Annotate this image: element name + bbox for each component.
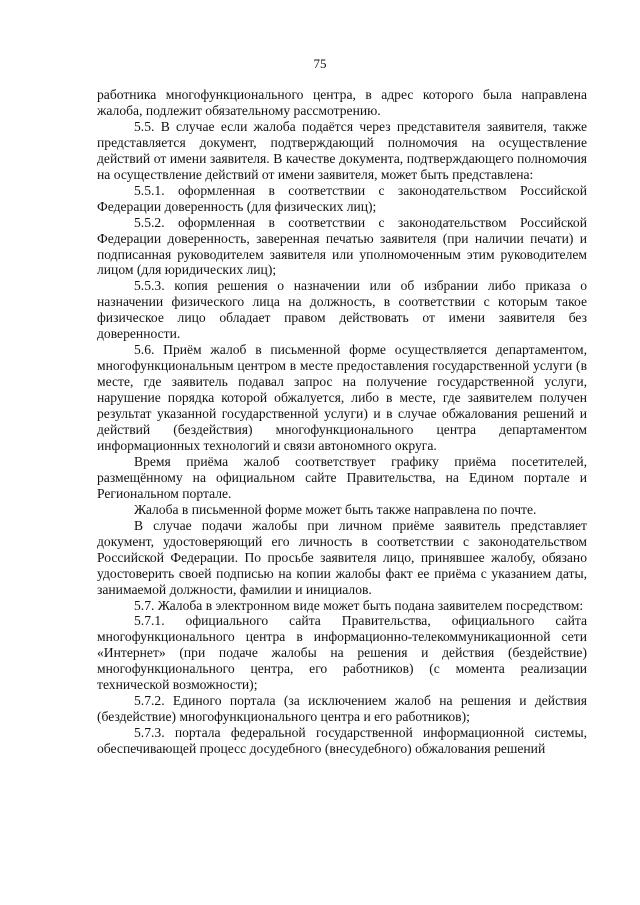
page-number: 75 <box>313 56 327 71</box>
paragraph-5-5-3: 5.5.3. копия решения о назначении или об избрании либо приказа о назначении физического лица на должность, в соответствии с которым такое физическое лицо обладает правом действовать от имени заявителя без доверенности. <box>97 278 587 342</box>
paragraph-5-6: 5.6. Приём жалоб в письменной форме осуществляется департаментом, многофункциональным центром в месте предоставления государственной услуги (в месте, где заявитель подавал запрос на получение государственной услуги, нарушение порядка которой обжалуется, либо в месте, где заявителем получен результат указанной государственной услуги) и в случае обжалования решений и действий (бездействия) многофункционального центра департаментом информационных технологий и связи автономного округа. <box>97 342 587 453</box>
paragraph-5-5-1: 5.5.1. оформленная в соответствии с законодательством Российской Федерации доверенность (для физических лиц); <box>97 182 587 214</box>
paragraph-5-7-1: 5.7.1. официального сайта Правительства, официального сайта многофункционального центра в информационно-телекоммуникационной сети «Интернет» (при подаче жалобы на решения и действия (бездействие) многофункционального центра, его работников) (с момента реализации технической возможности); <box>97 613 587 693</box>
paragraph-5-7-2: 5.7.2. Единого портала (за исключением жалоб на решения и действия (бездействие) многофункционального центра и его работников); <box>97 693 587 725</box>
paragraph-continuation: работника многофункционального центра, в адрес которого была направлена жалоба, подлежит обязательному рассмотрению. <box>97 87 587 118</box>
paragraph-postal-submission: Жалоба в письменной форме может быть также направлена по почте. <box>134 501 537 517</box>
paragraph-5-5-2: 5.5.2. оформленная в соответствии с законодательством Российской Федерации доверенность, заверенная печатью заявителя (при наличии печати) и подписанная руководителем заявителя или уполномоченным этим руководителем лицом (для юридических лиц); <box>97 214 587 278</box>
paragraph-5-5: 5.5. В случае если жалоба подаётся через представителя заявителя, также представляется документ, подтверждающий полномочия на осуществление действий от имени заявителя. В качестве документа, подтверждающего полномочия на осуществление действий от имени заявителя, может быть представлена: <box>97 118 587 182</box>
paragraph-personal-submission: В случае подачи жалобы при личном приёме заявитель представляет документ, удостоверяющий его личность в соответствии с законодательством Российской Федерации. По просьбе заявителя лицо, принявшее жалобу, обязано удостоверить своей подписью на копии жалобы факт ее приёма с указанием даты, занимаемой должности, фамилии и инициалов. <box>97 517 587 597</box>
paragraph-5-7-3: 5.7.3. портала федеральной государственной информационной системы, обеспечивающей процесс досудебного (внесудебного) обжалования решений <box>97 725 587 757</box>
document-body <box>97 87 587 757</box>
paragraph-5-7: 5.7. Жалоба в электронном виде может быть подана заявителем посредством: <box>134 597 584 613</box>
paragraph-reception-schedule: Время приёма жалоб соответствует графику приёма посетителей, размещённому на официальном сайте Правительства, на Едином портале и Региональном портале. <box>97 453 587 501</box>
